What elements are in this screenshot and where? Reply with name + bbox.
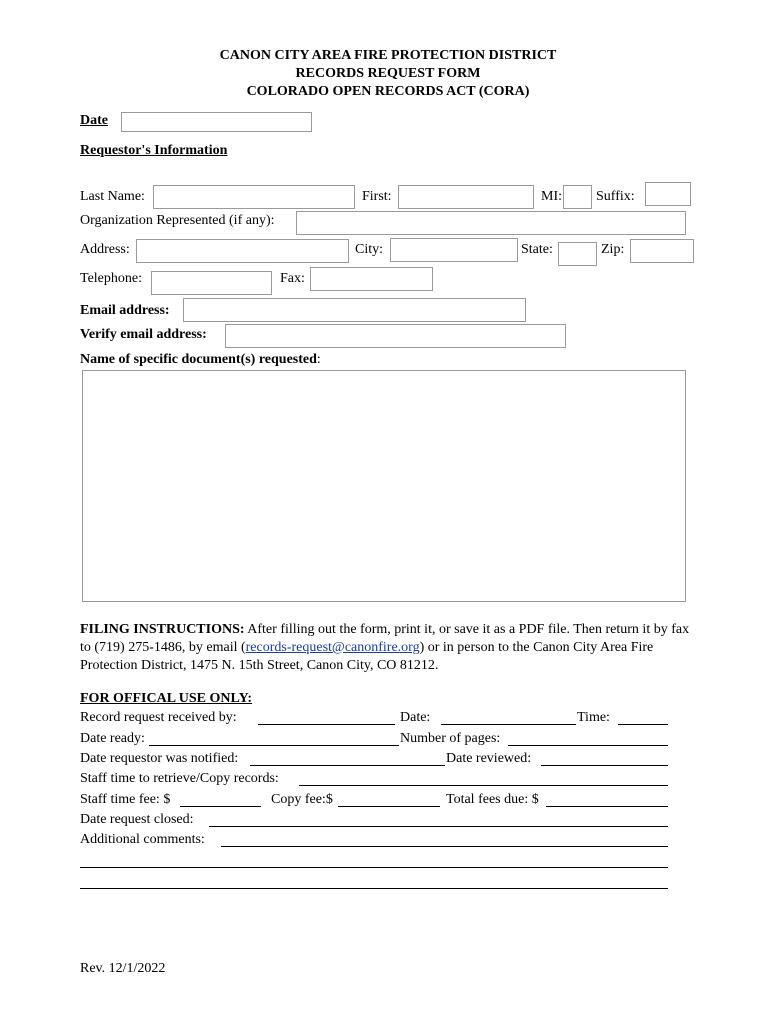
received-date-label: Date: xyxy=(400,710,431,725)
date-ready-line[interactable] xyxy=(149,745,399,746)
staff-fee-label: Staff time fee: $ xyxy=(80,792,171,807)
form-title-records: RECORDS REQUEST FORM xyxy=(295,66,481,81)
telephone-label: Telephone: xyxy=(80,271,142,286)
documents-requested-label xyxy=(80,352,321,368)
last-name-label: Last Name: xyxy=(80,189,145,204)
requestor-notified-label: Date requestor was notified: xyxy=(80,751,239,766)
form-title-cora: COLORADO OPEN RECORDS ACT (CORA) xyxy=(246,84,530,99)
email-field[interactable] xyxy=(183,298,526,322)
address-field[interactable] xyxy=(136,239,349,263)
date-reviewed-line[interactable] xyxy=(541,765,668,766)
number-of-pages-line[interactable] xyxy=(508,745,668,746)
staff-time-line[interactable] xyxy=(299,785,668,786)
date-closed-label: Date request closed: xyxy=(80,812,194,827)
received-time-line[interactable] xyxy=(618,724,668,725)
requestor-notified-line[interactable] xyxy=(250,765,445,766)
copy-fee-label: Copy fee:$ xyxy=(271,792,333,807)
city-field[interactable] xyxy=(390,238,518,262)
record-received-label: Record request received by: xyxy=(80,710,237,725)
date-reviewed-label: Date reviewed: xyxy=(446,751,532,766)
zip-label: Zip: xyxy=(601,242,625,257)
form-title-district: CANON CITY AREA FIRE PROTECTION DISTRICT xyxy=(219,48,557,63)
staff-fee-line[interactable] xyxy=(180,806,261,807)
state-label: State: xyxy=(521,242,553,257)
filing-instructions xyxy=(80,621,695,675)
suffix-label: Suffix: xyxy=(596,189,635,204)
filing-instructions-heading: FILING INSTRUCTIONS: xyxy=(80,622,245,637)
number-of-pages-label: Number of pages: xyxy=(400,731,501,746)
verify-email-label: Verify email address: xyxy=(80,327,207,342)
mi-label: MI: xyxy=(541,189,562,204)
fax-field[interactable] xyxy=(310,267,433,291)
date-label: Date xyxy=(80,113,108,128)
zip-field[interactable] xyxy=(630,239,694,263)
copy-fee-line[interactable] xyxy=(338,806,440,807)
filing-instructions-text-2: ) or in person to the Canon City Area Fire Protection District, 1475 N. 15th Street, Canon City, CO 81212. xyxy=(80,640,654,673)
total-fees-line[interactable] xyxy=(546,806,668,807)
verify-email-field[interactable] xyxy=(225,324,566,348)
telephone-field[interactable] xyxy=(151,271,272,295)
requestor-info-heading: Requestor's Information xyxy=(80,143,228,158)
city-label: City: xyxy=(355,242,384,257)
documents-requested-colon: : xyxy=(316,352,321,367)
suffix-field[interactable] xyxy=(645,182,691,206)
revision-date: Rev. 12/1/2022 xyxy=(80,961,166,976)
organization-label: Organization Represented (if any): xyxy=(80,213,275,228)
record-received-line[interactable] xyxy=(258,724,395,725)
organization-field[interactable] xyxy=(296,211,686,235)
received-date-line[interactable] xyxy=(441,724,576,725)
mi-field[interactable] xyxy=(563,185,592,209)
first-name-field[interactable] xyxy=(398,185,534,209)
fax-label: Fax: xyxy=(280,271,305,286)
date-field[interactable] xyxy=(121,112,312,132)
date-closed-line[interactable] xyxy=(209,826,668,827)
documents-requested-textarea[interactable] xyxy=(82,370,686,602)
documents-requested-text: Name of specific document(s) requested xyxy=(80,352,317,367)
additional-comments-label: Additional comments: xyxy=(80,832,205,847)
records-request-email-link[interactable]: records-request@canonfire.org xyxy=(245,640,420,655)
staff-time-label: Staff time to retrieve/Copy records: xyxy=(80,771,279,786)
additional-comments-line-3[interactable] xyxy=(80,888,668,889)
address-label: Address: xyxy=(80,242,130,257)
official-use-heading: FOR OFFICAL USE ONLY: xyxy=(80,691,253,706)
additional-comments-line-1[interactable] xyxy=(221,846,668,847)
email-label: Email address: xyxy=(80,303,170,318)
first-name-label: First: xyxy=(362,189,392,204)
date-ready-label: Date ready: xyxy=(80,731,145,746)
total-fees-label: Total fees due: $ xyxy=(446,792,539,807)
filing-instructions-text-1: After filling out the form, print it, or save it as a PDF file. Then return it by fax to (719) 275-1486, by email ( xyxy=(80,622,690,655)
state-field[interactable] xyxy=(558,242,597,266)
additional-comments-line-2[interactable] xyxy=(80,867,668,868)
received-time-label: Time: xyxy=(577,710,610,725)
last-name-field[interactable] xyxy=(153,185,355,209)
